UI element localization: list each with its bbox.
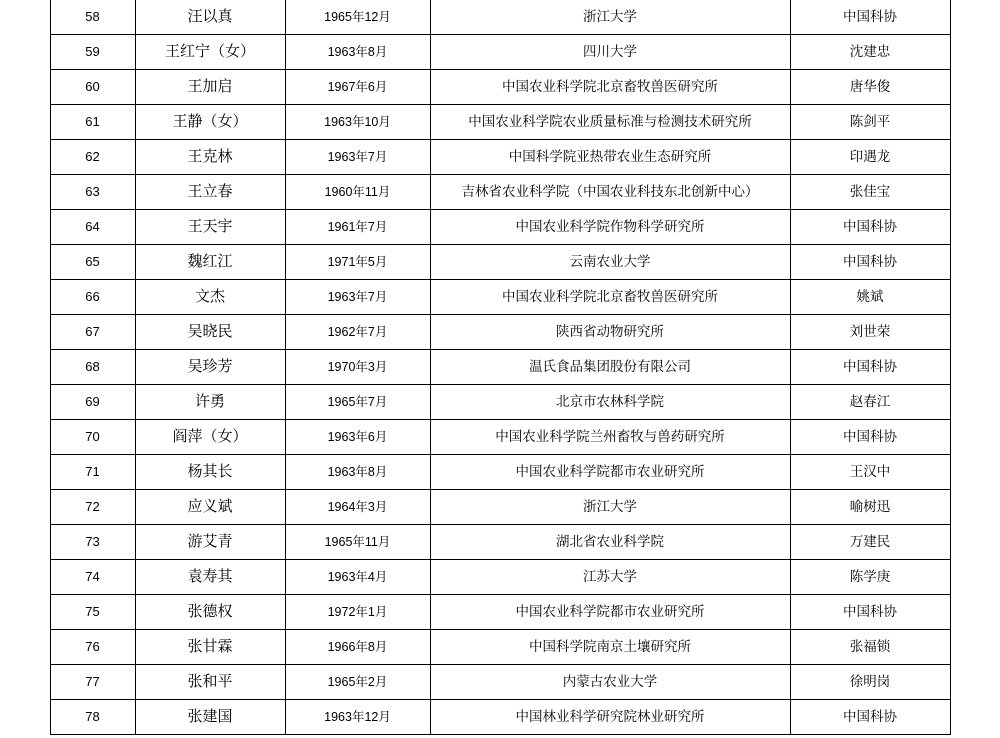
cell-name: 张建国 (135, 700, 285, 735)
cell-birth-date: 1965年12月 (285, 0, 430, 35)
cell-birth-date: 1963年8月 (285, 35, 430, 70)
cell-index: 63 (50, 175, 135, 210)
cell-recommender: 陈学庚 (790, 560, 950, 595)
cell-index: 76 (50, 630, 135, 665)
table-row (50, 70, 950, 105)
cell-index: 78 (50, 700, 135, 735)
cell-birth-date: 1965年7月 (285, 385, 430, 420)
cell-index: 66 (50, 280, 135, 315)
cell-index: 70 (50, 420, 135, 455)
cell-recommender: 万建民 (790, 525, 950, 560)
cell-organization: 中国农业科学院都市农业研究所 (430, 595, 790, 630)
table-row (50, 665, 950, 700)
table-row (50, 385, 950, 420)
cell-index: 64 (50, 210, 135, 245)
cell-name: 袁寿其 (135, 560, 285, 595)
cell-index: 72 (50, 490, 135, 525)
cell-organization: 吉林省农业科学院（中国农业科技东北创新中心） (430, 175, 790, 210)
cell-organization: 中国农业科学院农业质量标准与检测技术研究所 (430, 105, 790, 140)
cell-recommender: 陈剑平 (790, 105, 950, 140)
cell-birth-date: 1966年8月 (285, 630, 430, 665)
cell-recommender: 刘世荣 (790, 315, 950, 350)
cell-name: 魏红江 (135, 245, 285, 280)
cell-birth-date: 1960年11月 (285, 175, 430, 210)
table-row (50, 35, 950, 70)
cell-recommender: 唐华俊 (790, 70, 950, 105)
cell-organization: 温氏食品集团股份有限公司 (430, 350, 790, 385)
cell-organization: 浙江大学 (430, 490, 790, 525)
cell-name: 王红宁（女） (135, 35, 285, 70)
cell-index: 67 (50, 315, 135, 350)
cell-name: 张甘霖 (135, 630, 285, 665)
cell-birth-date: 1964年3月 (285, 490, 430, 525)
cell-recommender: 徐明岗 (790, 665, 950, 700)
table-row (50, 140, 950, 175)
cell-birth-date: 1967年6月 (285, 70, 430, 105)
table-row (50, 105, 950, 140)
cell-birth-date: 1963年10月 (285, 105, 430, 140)
cell-birth-date: 1965年2月 (285, 665, 430, 700)
cell-name: 王天宇 (135, 210, 285, 245)
cell-birth-date: 1971年5月 (285, 245, 430, 280)
table-row (50, 560, 950, 595)
table-row (50, 700, 950, 735)
cell-index: 62 (50, 140, 135, 175)
cell-index: 58 (50, 0, 135, 35)
cell-index: 61 (50, 105, 135, 140)
cell-birth-date: 1970年3月 (285, 350, 430, 385)
cell-organization: 中国农业科学院北京畜牧兽医研究所 (430, 70, 790, 105)
candidate-roster-table (50, 0, 951, 735)
cell-birth-date: 1963年4月 (285, 560, 430, 595)
cell-birth-date: 1972年1月 (285, 595, 430, 630)
table-row (50, 350, 950, 385)
table-row (50, 175, 950, 210)
cell-index: 73 (50, 525, 135, 560)
cell-birth-date: 1962年7月 (285, 315, 430, 350)
cell-recommender: 赵春江 (790, 385, 950, 420)
cell-recommender: 中国科协 (790, 245, 950, 280)
cell-index: 74 (50, 560, 135, 595)
cell-name: 文杰 (135, 280, 285, 315)
table-row (50, 315, 950, 350)
cell-recommender: 中国科协 (790, 700, 950, 735)
cell-recommender: 沈建忠 (790, 35, 950, 70)
cell-recommender: 印遇龙 (790, 140, 950, 175)
cell-birth-date: 1963年12月 (285, 700, 430, 735)
table-row (50, 280, 950, 315)
cell-birth-date: 1961年7月 (285, 210, 430, 245)
cell-organization: 中国农业科学院北京畜牧兽医研究所 (430, 280, 790, 315)
table-row (50, 210, 950, 245)
cell-index: 65 (50, 245, 135, 280)
cell-index: 71 (50, 455, 135, 490)
cell-recommender: 中国科协 (790, 350, 950, 385)
cell-name: 吴晓民 (135, 315, 285, 350)
table-row (50, 630, 950, 665)
cell-organization: 四川大学 (430, 35, 790, 70)
cell-name: 阎萍（女） (135, 420, 285, 455)
table-row (50, 420, 950, 455)
cell-recommender: 王汉中 (790, 455, 950, 490)
table-row (50, 0, 950, 35)
table-row (50, 525, 950, 560)
cell-name: 王静（女） (135, 105, 285, 140)
cell-name: 王加启 (135, 70, 285, 105)
cell-organization: 中国农业科学院都市农业研究所 (430, 455, 790, 490)
cell-organization: 浙江大学 (430, 0, 790, 35)
cell-index: 75 (50, 595, 135, 630)
cell-name: 王克林 (135, 140, 285, 175)
cell-recommender: 姚斌 (790, 280, 950, 315)
cell-birth-date: 1963年8月 (285, 455, 430, 490)
cell-recommender: 中国科协 (790, 0, 950, 35)
cell-organization: 江苏大学 (430, 560, 790, 595)
cell-name: 王立春 (135, 175, 285, 210)
cell-organization: 中国农业科学院作物科学研究所 (430, 210, 790, 245)
cell-organization: 云南农业大学 (430, 245, 790, 280)
cell-recommender: 张佳宝 (790, 175, 950, 210)
table-row (50, 595, 950, 630)
cell-name: 许勇 (135, 385, 285, 420)
cell-index: 59 (50, 35, 135, 70)
cell-name: 游艾青 (135, 525, 285, 560)
cell-name: 汪以真 (135, 0, 285, 35)
table-row (50, 455, 950, 490)
cell-organization: 北京市农林科学院 (430, 385, 790, 420)
cell-index: 69 (50, 385, 135, 420)
cell-birth-date: 1963年6月 (285, 420, 430, 455)
cell-name: 张德权 (135, 595, 285, 630)
cell-index: 60 (50, 70, 135, 105)
cell-name: 张和平 (135, 665, 285, 700)
cell-organization: 中国科学院南京土壤研究所 (430, 630, 790, 665)
cell-recommender: 中国科协 (790, 210, 950, 245)
cell-organization: 中国科学院亚热带农业生态研究所 (430, 140, 790, 175)
cell-organization: 中国林业科学研究院林业研究所 (430, 700, 790, 735)
cell-organization: 湖北省农业科学院 (430, 525, 790, 560)
cell-birth-date: 1963年7月 (285, 140, 430, 175)
cell-recommender: 中国科协 (790, 595, 950, 630)
cell-organization: 中国农业科学院兰州畜牧与兽药研究所 (430, 420, 790, 455)
cell-recommender: 中国科协 (790, 420, 950, 455)
cell-name: 杨其长 (135, 455, 285, 490)
cell-index: 77 (50, 665, 135, 700)
cell-recommender: 张福锁 (790, 630, 950, 665)
cell-birth-date: 1963年7月 (285, 280, 430, 315)
cell-organization: 内蒙古农业大学 (430, 665, 790, 700)
cell-organization: 陕西省动物研究所 (430, 315, 790, 350)
table-body (50, 0, 950, 735)
cell-index: 68 (50, 350, 135, 385)
cell-birth-date: 1965年11月 (285, 525, 430, 560)
table-row (50, 245, 950, 280)
cell-name: 吴珍芳 (135, 350, 285, 385)
cell-recommender: 喻树迅 (790, 490, 950, 525)
cell-name: 应义斌 (135, 490, 285, 525)
table-row (50, 490, 950, 525)
